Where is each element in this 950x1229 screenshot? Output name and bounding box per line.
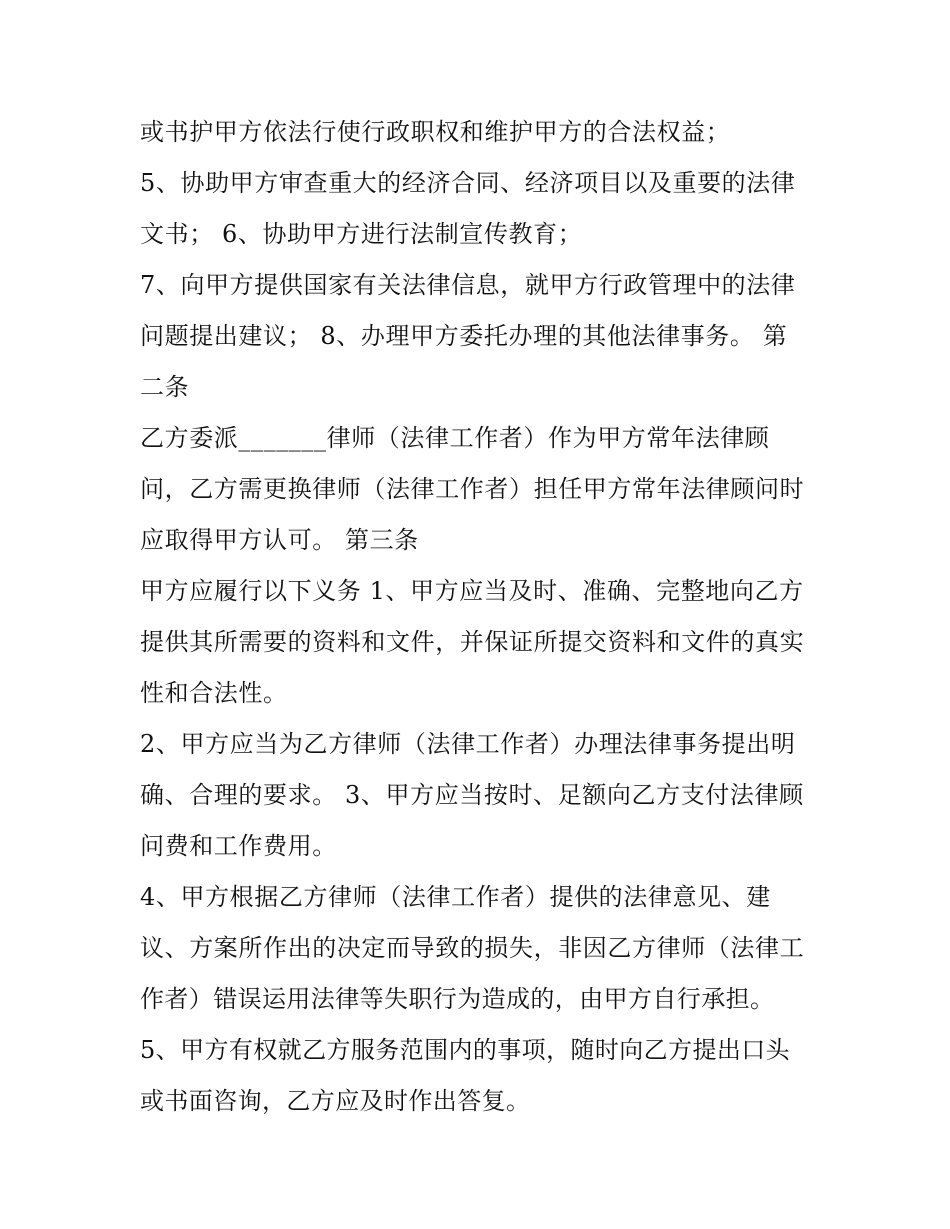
text-line: 4、甲方根据乙方律师（法律工作者）提供的法律意见、建 [140,883,771,911]
text-line: 或书面咨询，乙方应及时作出答复。 [140,1087,531,1115]
text-line: 甲方应履行以下义务 1、甲方应当及时、准确、完整地向乙方 [140,577,804,605]
text-line: 或书护甲方依法行使行政职权和维护甲方的合法权益； [140,118,731,146]
text-line: 问题提出建议； 8、办理甲方委托办理的其他法律事务。 第 [140,322,788,350]
text-line: 性和合法性。 [140,679,288,707]
text-line: 确、合理的要求。 3、甲方应当按时、足额向乙方支付法律顾 [140,781,804,809]
text-line: 二条 [140,373,190,401]
text-line: 5、协助甲方审查重大的经济合同、经济项目以及重要的法律 [140,169,796,197]
text-line: 提供其所需要的资料和文件，并保证所提交资料和文件的真实 [140,628,805,656]
text-line: 乙方委派_______律师（法律工作者）作为甲方常年法律顾 [140,424,770,452]
text-line: 作者）错误运用法律等失职行为造成的，由甲方自行承担。 [140,985,775,1013]
text-line: 应取得甲方认可。 第三条 [140,526,419,554]
text-line: 文书； 6、协助甲方进行法制宣传教育； [140,220,583,248]
text-line: 5、甲方有权就乙方服务范围内的事项，随时向乙方提出口头 [140,1036,791,1064]
document-body [140,107,830,1127]
text-line: 议、方案所作出的决定而导致的损失，非因乙方律师（法律工 [140,934,805,962]
text-line: 7、向甲方提供国家有关法律信息，就甲方行政管理中的法律 [140,271,796,299]
text-line: 问，乙方需更换律师（法律工作者）担任甲方常年法律顾问时 [140,475,805,503]
text-line: 问费和工作费用。 [140,832,337,860]
text-line: 2、甲方应当为乙方律师（法律工作者）办理法律事务提出明 [140,730,796,758]
